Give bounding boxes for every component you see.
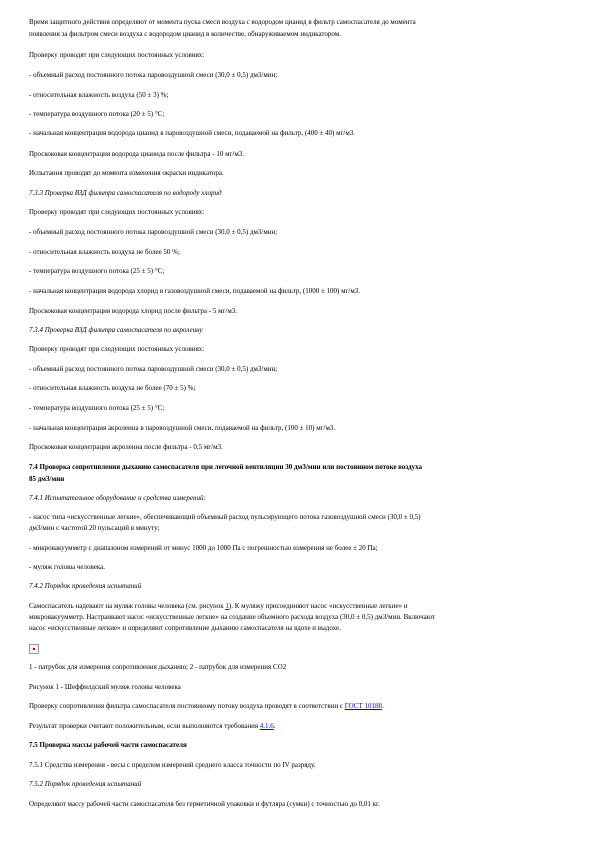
list-item: - относительная влажность воздуха (50 ± 3) %; — [29, 91, 169, 99]
paragraph: Проверку проводят при следующих постоянных условиях: — [29, 208, 205, 216]
list-item: - температура воздушного потока (25 ± 5) °С; — [29, 404, 165, 412]
paragraph: Проверку проводят при следующих постоянных условиях: — [29, 345, 205, 353]
paragraph — [29, 702, 569, 711]
list-item: - относительная влажность воздуха не более 50 %; — [29, 248, 180, 256]
paragraph: Проскоковая концентрация акролеина после фильтра - 0,5 мг/м3. — [29, 443, 223, 451]
paragraph: Проверку проводят при следующих постоянных условиях: — [29, 51, 205, 59]
paragraph-text: Самоспасатель надевают на муляж головы человека (см. рисунок — [29, 602, 226, 610]
list-item: - начальная концентрация водорода цианид в паровоздушной смеси, подаваемой на фильтр, (400 ± 40) мг/м3. — [29, 129, 356, 137]
requirement-link[interactable]: 4.1.6 — [259, 722, 274, 730]
paragraph-text: . — [381, 702, 384, 710]
section-heading: 7.3.3 Проверка ВЗД фильтра самоспасателя по водороду хлорид — [29, 189, 222, 197]
paragraph-continuation: микровакуумметр. Настраивают насос «искусственные легкие» на создание объемного расхода воздуха (30,0 ± 0,5) дм3/мин. Включают — [29, 613, 435, 621]
section-heading: 7.5 Проверка массы рабочей части самоспасателя — [29, 741, 187, 749]
paragraph: Проскоковая концентрация водорода хлорид после фильтра - 5 мг/м3. — [29, 307, 238, 315]
list-item: - температура воздушного потока (20 ± 5) °С; — [29, 110, 165, 118]
subsection-heading: 7.5.2 Порядок проведения испытаний — [29, 780, 142, 788]
list-item-continuation: дм3/мин с частотой 20 пульсаций в минуту; — [29, 524, 160, 532]
list-item: - объемный расход постоянного потока паровоздушной смеси (30,0 ± 0,5) дм3/мин; — [29, 71, 278, 79]
paragraph: 7.5.1 Средства измерения - весы с пределом измерений среднего класса точности по IV разряду. — [29, 761, 316, 769]
list-item: - насос типа «искусственные легкие», обеспечивающий объемный расход пульсирующего потока газовоздушной смеси (30,0 ± 0,5) — [29, 513, 421, 521]
section-heading-continuation: 85 дм3/мин — [29, 475, 65, 483]
paragraph: Время защитного действия определяют от момента пуска смеси воздуха с водородом цианид в фильтр самоспасателя до момента — [29, 18, 416, 26]
paragraph-continuation: насос «искусственные легкие» и определяют сопротивление дыханию самоспасателя на вдохе и выдохе. — [29, 624, 341, 632]
figure-reference-link[interactable]: 1 — [225, 602, 229, 610]
subsection-heading: 7.4.1 Испытательное оборудование и средства измерений: — [29, 494, 206, 502]
section-heading: 7.3.4 Проверка ВЗД фильтра самоспасателя по акролеину — [29, 326, 203, 334]
paragraph — [29, 602, 569, 611]
paragraph: появления за фильтром смеси воздуха с водородом цианид в количестве, обнаруживаемом индикатором. — [29, 30, 341, 38]
figure-caption: Рисунок 1 - Шеффилдский муляж головы человека — [29, 683, 181, 691]
paragraph: Определяют массу рабочей части самоспасателя без герметичной упаковки и футляра (сумки) с точностью до 0,01 кг. — [29, 800, 380, 808]
list-item: - объемный расход постоянного потока паровоздушной смеси (30,0 ± 0,5) дм3/мин; — [29, 365, 278, 373]
paragraph-text: . — [273, 722, 276, 730]
gost-link[interactable]: ГОСТ 10188 — [344, 702, 382, 710]
section-heading: 7.4 Проверка сопротивления дыханию самоспасателя при легочной вентиляции 30 дм3/мин или постоянном потоке воздуха — [29, 463, 423, 471]
list-item: - микровакуумметр с диапазоном измерений от минус 1000 до 1000 Па с погрешностью измерения не более ± 20 Па; — [29, 544, 378, 552]
list-item: - муляж головы человека. — [29, 563, 106, 571]
list-item: - температура воздушного потока (25 ± 5) °С; — [29, 267, 165, 275]
figure-legend: 1 - патрубок для измерения сопротивления дыханию; 2 - патрубок для измерения СО2 — [29, 663, 287, 671]
paragraph-text: ). К муляжу присоединяют насос «искусственные легкие» и — [228, 602, 408, 610]
list-item: - относительная влажность воздуха не более (70 ± 5) %; — [29, 384, 196, 392]
subsection-heading: 7.4.2 Порядок проведения испытаний — [29, 582, 142, 590]
paragraph-text: Проверку сопротивления фильтра самоспасателя постоянному потоку воздуха проводят в соответствии с — [29, 702, 345, 710]
broken-image-icon — [29, 644, 39, 654]
paragraph: Проскоковая концентрация водорода цианида после фильтра - 10 мг/м3. — [29, 150, 245, 158]
list-item: - объемный расход постоянного потока паровоздушной смеси (30,0 ± 0,5) дм3/мин; — [29, 228, 278, 236]
list-item: - начальная концентрация акролеина в паровоздушной смеси, подаваемой на фильтр, (100 ± 10) мг/м3. — [29, 424, 336, 432]
paragraph — [29, 722, 569, 731]
list-item: - начальная концентрация водорода хлорид в газовоздушной смеси, подаваемой на фильтр, (1000 ± 100) мг/м3. — [29, 287, 361, 295]
paragraph-text: Результат проверки считают положительным, если выполняются требования — [29, 722, 260, 730]
paragraph: Испытания проводят до момента изменения окраски индикатора. — [29, 169, 224, 177]
